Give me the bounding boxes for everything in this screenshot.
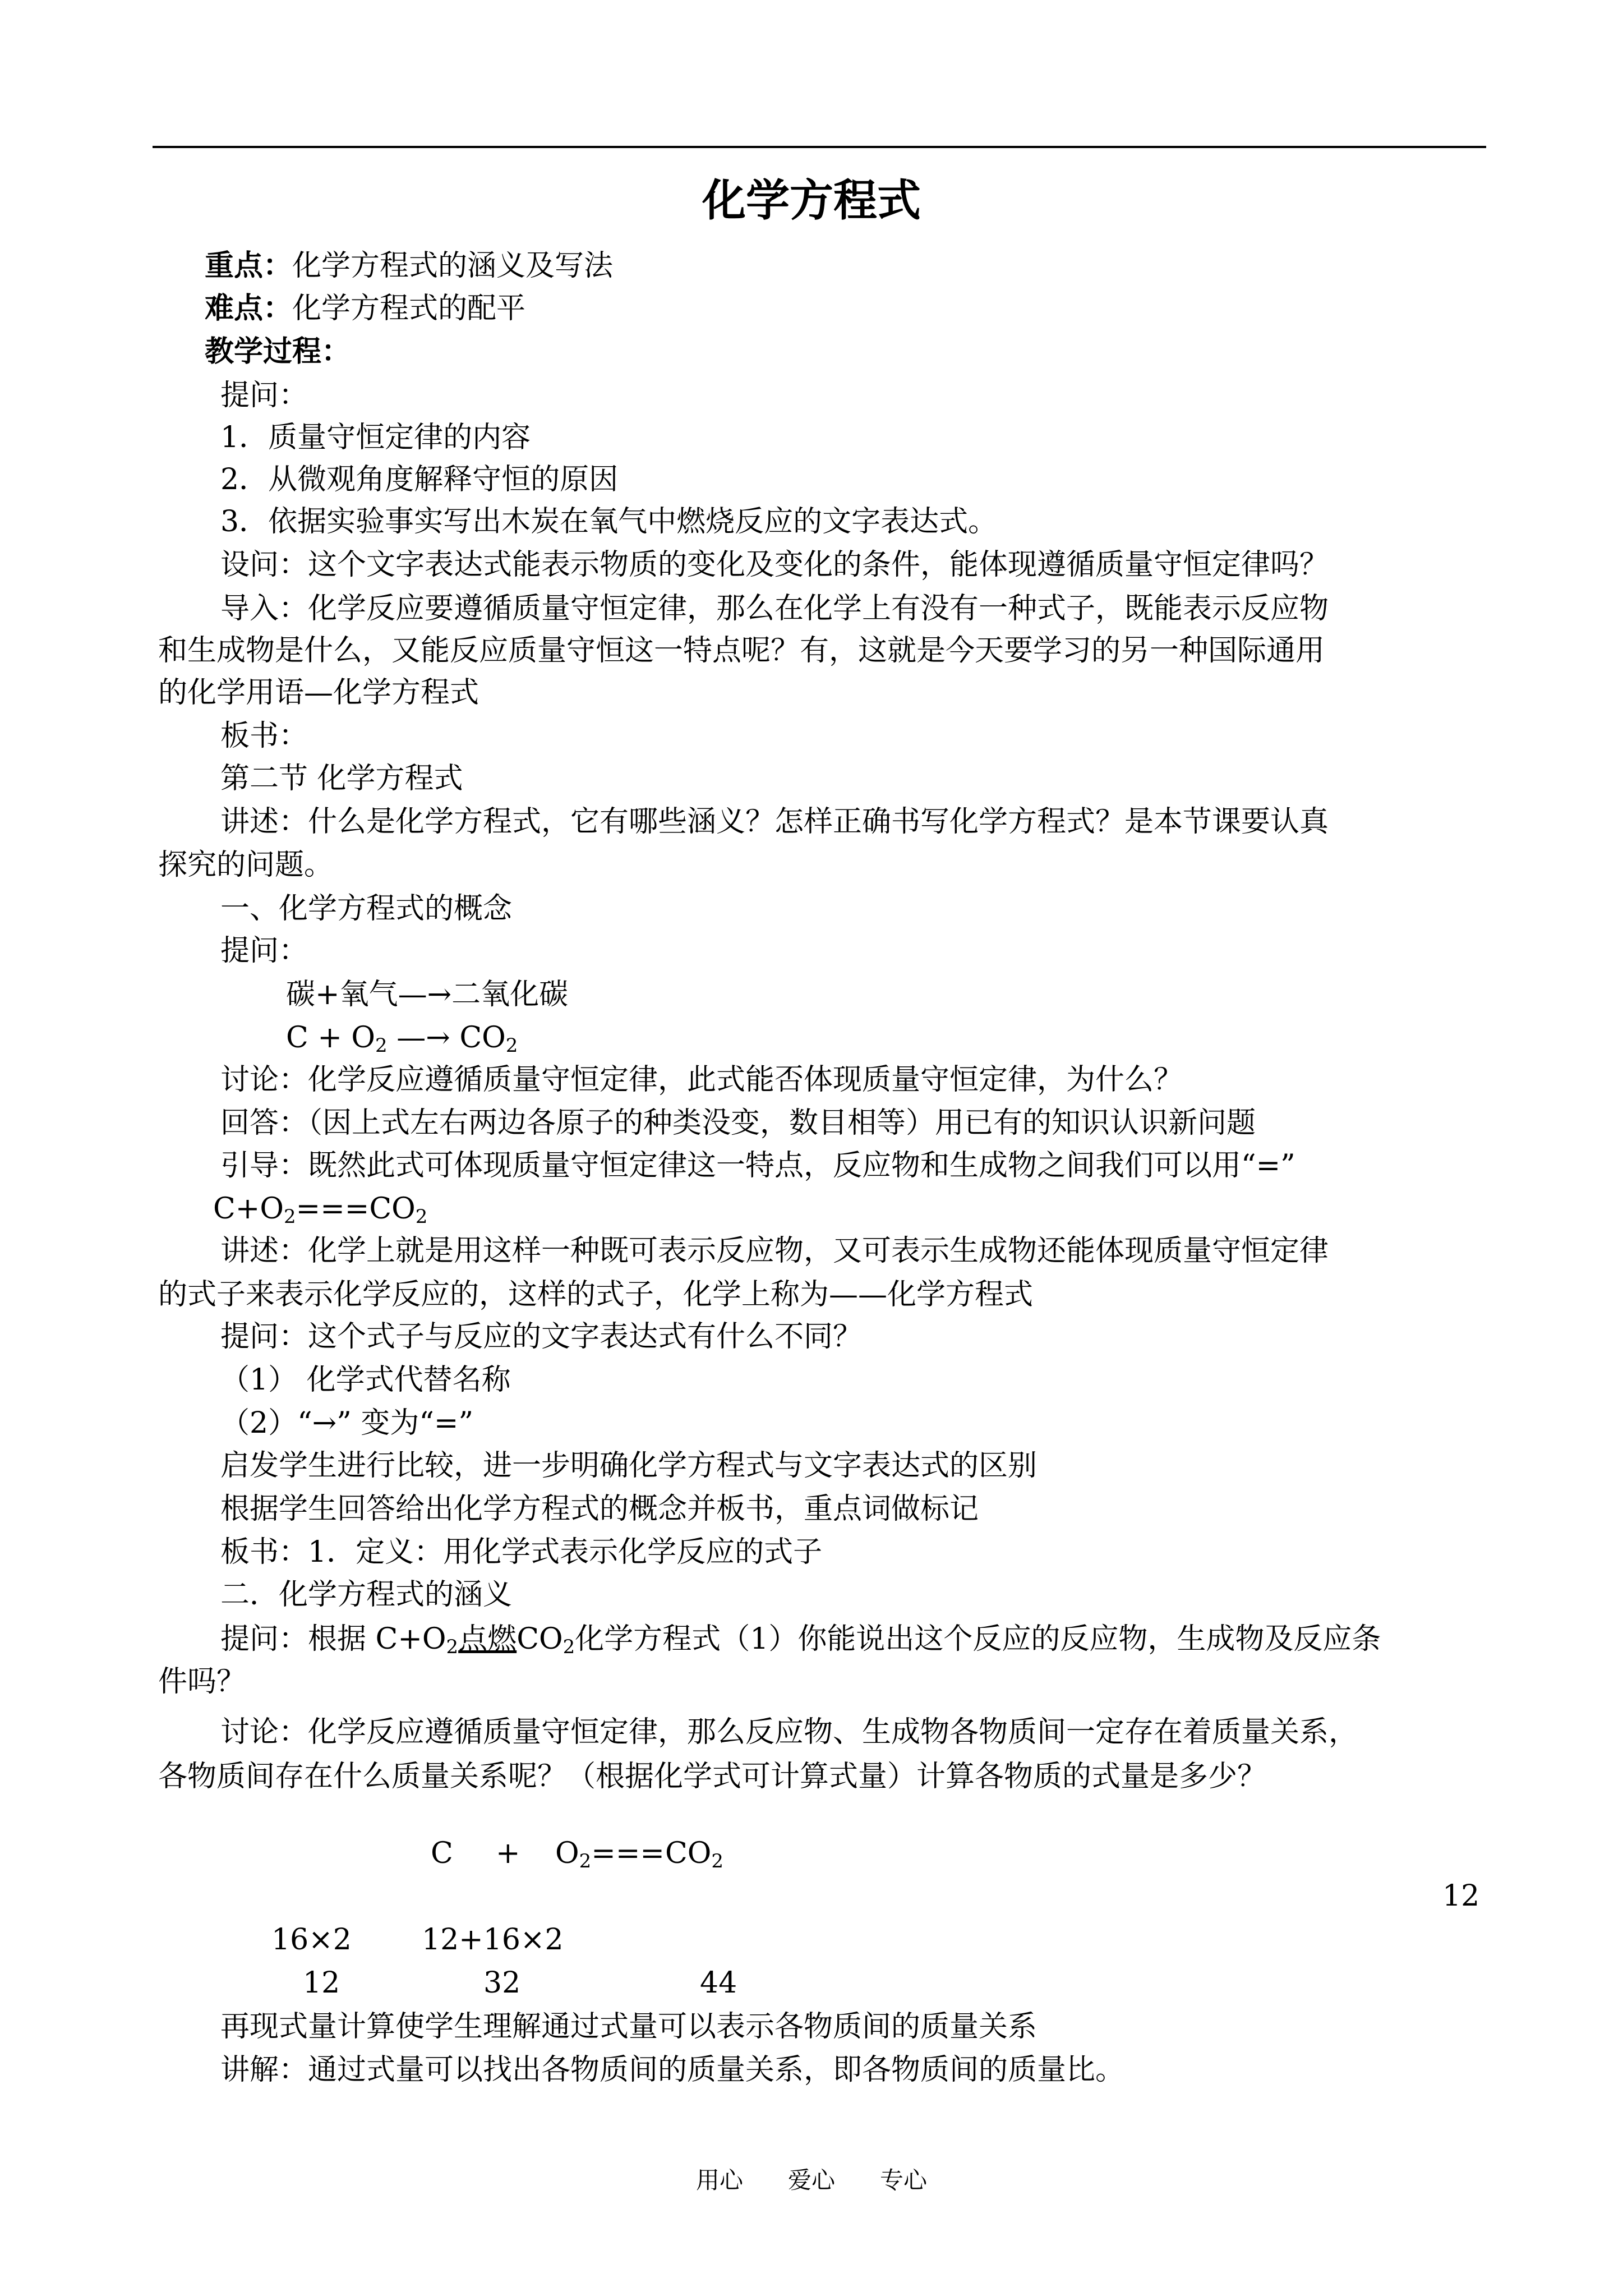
text-line: 讲述：化学上就是用这样一种既可表示反应物，又可表示生成物还能体现质量守恒定律 [220, 1234, 1329, 1268]
subscript: 2 [711, 1850, 724, 1872]
key-point-line [205, 249, 613, 283]
equation-right: ===CO [296, 1192, 416, 1226]
equation-left: C+O [213, 1192, 284, 1226]
word-equation: 碳+氧气—→二氧化碳 [286, 978, 569, 1011]
symbol-equation [286, 1021, 518, 1055]
text-line: 再现式量计算使学生理解通过式量可以表示各物质间的质量关系 [220, 2010, 1038, 2044]
mass-o2-calc: 16×2 [271, 1923, 352, 1957]
text-line: 1．质量守恒定律的内容 [220, 421, 531, 454]
text-line: 各物质间存在什么质量关系呢？（根据化学式可计算式量）计算各物质的式量是多少？ [158, 1760, 1267, 1793]
text-line: 的化学用语—化学方程式 [158, 676, 479, 710]
text-line: （1） 化学式代替名称 [220, 1363, 511, 1397]
equation-right: —→ CO [387, 1021, 506, 1055]
footer-word: 专心 [880, 2166, 928, 2194]
formula-c: C [431, 1837, 453, 1870]
key-point-text: 化学方程式的涵义及写法 [292, 249, 614, 283]
text-line: 提问：这个式子与反应的文字表达式有什么不同？ [220, 1320, 863, 1354]
formula-plus: + [496, 1837, 520, 1870]
equation-left: C + O [286, 1021, 376, 1055]
key-point-label: 重点： [205, 249, 293, 283]
text-line: 提问： [220, 379, 308, 412]
text-line: 二．化学方程式的涵义 [220, 1578, 513, 1612]
text-line: 件吗？ [158, 1665, 246, 1699]
subscript: 2 [284, 1205, 296, 1228]
formula-o2 [555, 1837, 665, 1870]
text-line: 讲解：通过式量可以找出各物质间的质量关系，即各物质间的质量比。 [220, 2053, 1125, 2087]
mass-co2-value: 44 [700, 1966, 737, 2000]
subscript: 2 [562, 1636, 575, 1658]
text-line: 2．从微观角度解释守恒的原因 [220, 463, 619, 496]
difficulty-text: 化学方程式的配平 [292, 292, 526, 325]
subscript: 2 [415, 1205, 428, 1228]
product-formula: CO [517, 1622, 563, 1656]
text-line: 回答：（因上式左右两边各原子的种类没变，数目相等）用已有的知识认识新问题 [220, 1106, 1256, 1140]
process-heading [205, 335, 351, 369]
text-line: 设问：这个文字表达式能表示物质的变化及变化的条件，能体现遵循质量守恒定律吗？ [220, 548, 1329, 582]
footer-word: 用心 [695, 2166, 743, 2194]
difficulty-line [205, 292, 525, 325]
formula-co: CO [665, 1837, 712, 1870]
text-line: （2）“→” 变为“=” [220, 1406, 474, 1440]
mass-co2-calc: 12+16×2 [422, 1923, 564, 1957]
text-line: 探究的问题。 [158, 848, 334, 882]
footer-word: 爱心 [787, 2166, 835, 2194]
process-label: 教学过程： [205, 334, 351, 369]
text-line: 根据学生回答给出化学方程式的概念并板书，重点词做标记 [220, 1492, 979, 1526]
page-title: 化学方程式 [702, 175, 921, 226]
subscript: 2 [446, 1636, 459, 1658]
text-line: 和生成物是什么，又能反应质量守恒这一特点呢？有，这就是今天要学习的另一种国际通用 [158, 634, 1325, 668]
text-line: 讨论：化学反应遵循质量守恒定律，那么反应物、生成物各物质间一定存在着质量关系， [220, 1715, 1358, 1749]
text-line: 板书： [220, 719, 308, 753]
question-suffix: 化学方程式（1）你能说出这个反应的反应物，生成物及反应条 [575, 1622, 1381, 1656]
difficulty-label: 难点： [205, 291, 293, 325]
text-line: 讨论：化学反应遵循质量守恒定律，此式能否体现质量守恒定律，为什么？ [220, 1063, 1183, 1097]
mass-c-value: 12 [303, 1966, 340, 2000]
subscript: 2 [375, 1034, 388, 1057]
text-line: 提问： [220, 934, 308, 968]
page-footer [0, 2166, 1623, 2194]
text-line: 的式子来表示化学反应的，这样的式子，化学上称为——化学方程式 [158, 1278, 1034, 1312]
formula-o: O [555, 1837, 579, 1870]
mass-o2-value: 32 [483, 1966, 521, 2000]
header-rule [153, 146, 1486, 148]
text-line: 板书：1．定义：用化学式表示化学反应的式子 [220, 1535, 823, 1569]
subscript: 2 [579, 1850, 592, 1872]
mass-c-calc: 12 [1442, 1879, 1480, 1913]
section-heading: 第二节 化学方程式 [220, 762, 463, 795]
formula-equals: === [591, 1837, 665, 1870]
text-line: 启发学生进行比较，进一步明确化学方程式与文字表达式的区别 [220, 1449, 1038, 1483]
question-prefix: 提问：根据 C+O [220, 1622, 446, 1656]
text-line: 讲述：什么是化学方程式，它有哪些涵义？怎样正确书写化学方程式？是本节课要认真 [220, 805, 1329, 839]
text-line: 一、化学方程式的概念 [220, 892, 513, 926]
subscript: 2 [505, 1034, 518, 1057]
text-line: 引导：既然此式可体现质量守恒定律这一特点，反应物和生成物之间我们可以用“=” [220, 1149, 1295, 1182]
balanced-equation [213, 1192, 427, 1226]
formula-co2 [665, 1837, 723, 1870]
question-line [220, 1622, 1381, 1656]
text-line: 导入：化学反应要遵循质量守恒定律，那么在化学上有没有一种式子，既能表示反应物 [220, 592, 1329, 625]
text-line: 3．依据实验事实写出木炭在氧气中燃烧反应的文字表达式。 [220, 505, 998, 539]
condition-label: 点燃 [458, 1622, 517, 1656]
